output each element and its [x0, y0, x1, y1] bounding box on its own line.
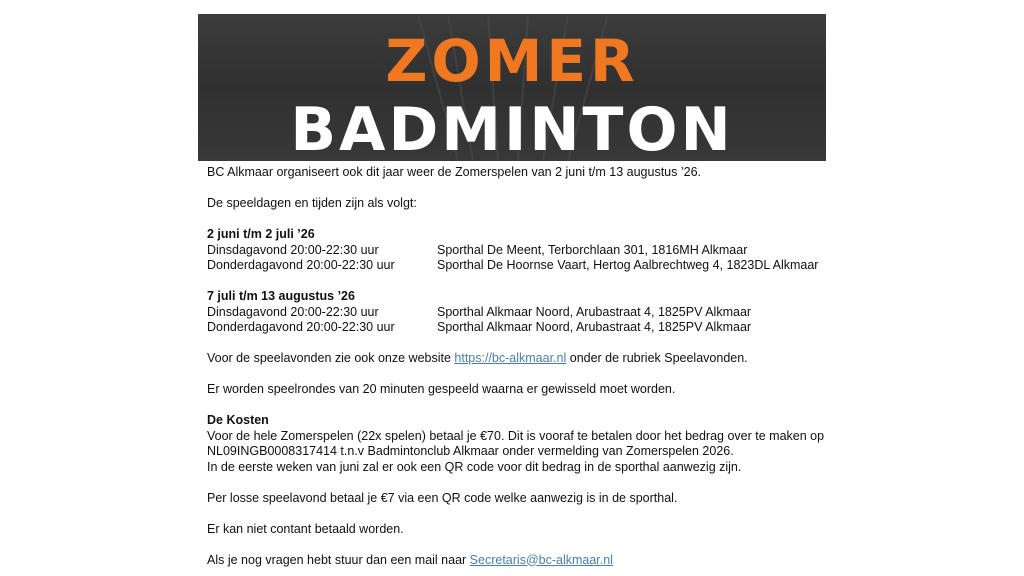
rounds-text: Er worden speelrondes van 20 minuten gespeeld waarna er gewisseld moet worden.	[207, 382, 676, 396]
contact-paragraph	[207, 553, 827, 569]
schedule-day: Donderdagavond 20:00-22:30 uur	[207, 320, 395, 334]
website-text-after: onder de rubriek Speelavonden.	[566, 351, 748, 365]
costs-line: Voor de hele Zomerspelen (22x spelen) betaal je €70. Dit is vooraf te betalen door het bedrag over te maken op	[207, 428, 825, 443]
website-paragraph	[207, 351, 827, 367]
schedule-day: Donderdagavond 20:00-22:30 uur	[207, 258, 395, 272]
costs-heading: De Kosten	[207, 413, 269, 427]
schedule-location: Sporthal Alkmaar Noord, Arubastraat 4, 1825PV Alkmaar	[437, 320, 752, 334]
banner-title-zomer: ZOMER	[385, 27, 639, 95]
schedule-location: Sporthal De Meent, Terborchlaan 301, 1816MH Alkmaar	[437, 242, 748, 257]
costs-line: NL09INGB0008317414 t.n.v Badmintonclub Alkmaar onder vermelding van Zomerspelen 2026.	[207, 444, 734, 458]
website-text-before: Voor de speelavonden zie ook onze website	[207, 351, 455, 365]
document-body	[207, 165, 827, 568]
single-evening-text: Per losse speelavond betaal je €7 via een QR code welke aanwezig is in de sporthal.	[207, 490, 678, 505]
no-cash-text: Er kan niet contant betaald worden.	[207, 521, 404, 536]
email-link[interactable]: Secretaris@bc-alkmaar.nl	[469, 552, 613, 567]
intro-text: BC Alkmaar organiseert ook dit jaar weer de Zomerspelen van 2 juni t/m 13 augustus ’26.	[207, 165, 702, 179]
schedule-row	[207, 258, 827, 274]
period-heading: 2 juni t/m 2 juli ’26	[207, 227, 315, 241]
schedule-intro: De speeldagen en tijden zijn als volgt:	[207, 196, 417, 210]
banner-title-badminton: BADMINTON	[290, 95, 734, 161]
schedule-day: Dinsdagavond 20:00-22:30 uur	[207, 304, 379, 319]
schedule-day: Dinsdagavond 20:00-22:30 uur	[207, 242, 379, 257]
schedule-row	[207, 320, 827, 336]
schedule-row	[207, 305, 827, 321]
schedule-location: Sporthal De Hoornse Vaart, Hertog Aalbrechtweg 4, 1823DL Alkmaar	[437, 258, 819, 272]
period-heading: 7 juli t/m 13 augustus ’26	[207, 289, 355, 303]
contact-text: Als je nog vragen hebt stuur dan een mail naar	[207, 552, 470, 567]
costs-line: In de eerste weken van juni zal er ook een QR code voor dit bedrag in de sporthal aanwezig zijn.	[207, 459, 742, 474]
schedule-location: Sporthal Alkmaar Noord, Arubastraat 4, 1825PV Alkmaar	[437, 304, 752, 319]
website-link[interactable]: https://bc-alkmaar.nl	[454, 351, 567, 365]
header-banner	[198, 14, 826, 161]
schedule-row	[207, 243, 827, 259]
